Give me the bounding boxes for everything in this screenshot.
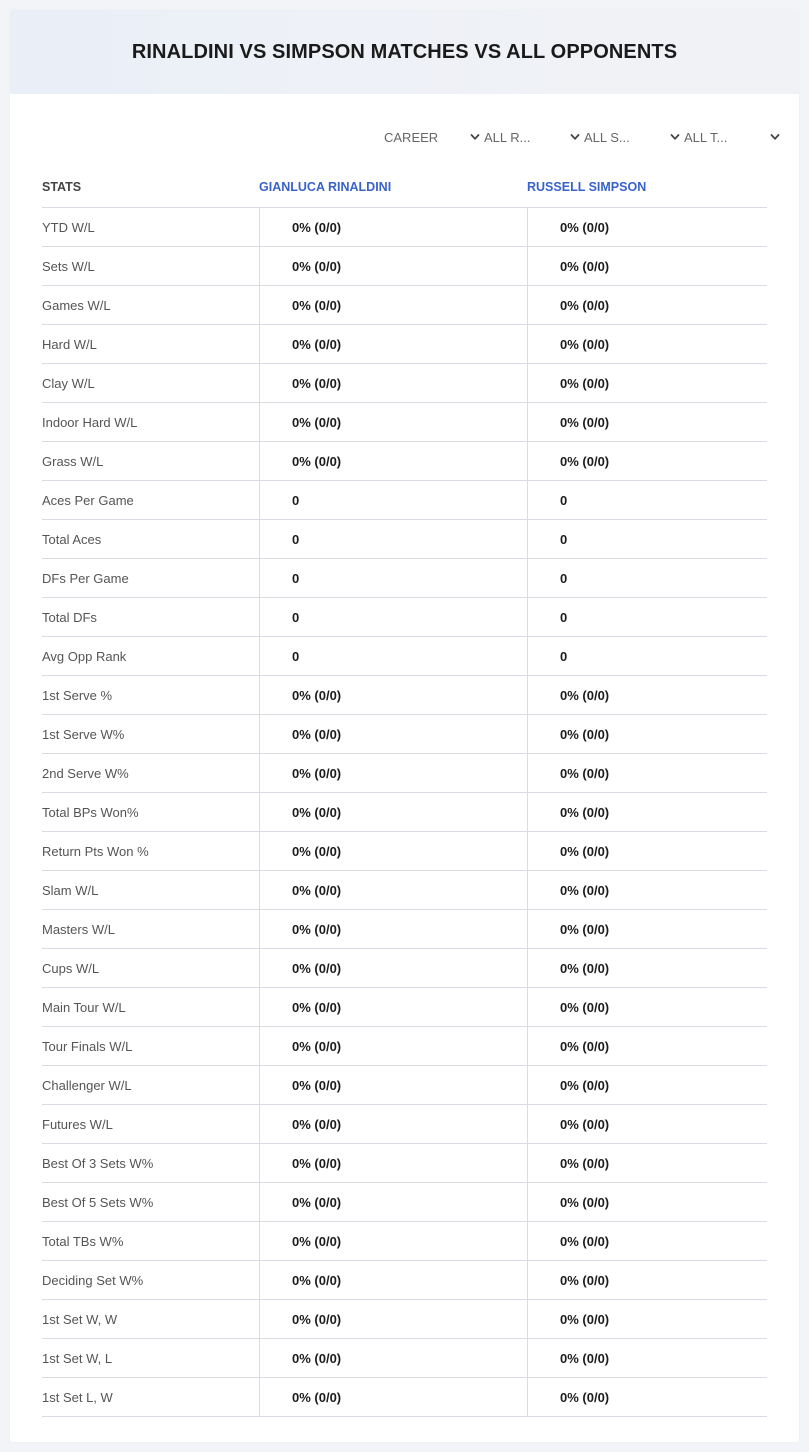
filter-period-select[interactable] [382,126,482,148]
player2-value: 0% (0/0) [527,1300,767,1338]
table-row [42,988,767,1027]
chevron-down-icon [770,132,780,142]
table-header [42,166,767,208]
player1-value: 0 [259,481,527,519]
table-row [42,1144,767,1183]
filter-tournament-select[interactable] [682,126,782,148]
player2-value: 0% (0/0) [527,1105,767,1143]
player1-value: 0% (0/0) [259,715,527,753]
stat-label: 1st Set W, L [42,1350,113,1366]
filter-label: ALL R... [484,129,531,145]
stat-label: Tour Finals W/L [42,1038,133,1054]
stat-label: Total DFs [42,609,97,625]
stats-card [10,10,799,1442]
table-row [42,637,767,676]
player2-value: 0% (0/0) [527,910,767,948]
player1-value: 0% (0/0) [259,949,527,987]
player2-value: 0% (0/0) [527,832,767,870]
player1-name-link[interactable]: GIANLUCA RINALDINI [259,179,392,194]
player2-name-link[interactable]: RUSSELL SIMPSON [527,179,647,194]
chevron-down-icon [470,132,480,142]
player2-value: 0% (0/0) [527,1339,767,1377]
player2-value: 0% (0/0) [527,403,767,441]
player1-value: 0% (0/0) [259,1066,527,1104]
table-row [42,871,767,910]
player2-value: 0% (0/0) [527,325,767,363]
stats-table [42,166,767,1417]
player1-value: 0% (0/0) [259,1261,527,1299]
player2-value: 0 [527,559,767,597]
stat-label: Best Of 5 Sets W% [42,1194,154,1210]
player2-value: 0% (0/0) [527,1066,767,1104]
player2-value: 0% (0/0) [527,364,767,402]
stat-label: Clay W/L [42,375,95,391]
player2-value: 0% (0/0) [527,1144,767,1182]
stat-label: Sets W/L [42,258,95,274]
stat-label: DFs Per Game [42,570,129,586]
chevron-down-icon [570,132,580,142]
player2-value: 0% (0/0) [527,1183,767,1221]
stat-label: Indoor Hard W/L [42,414,138,430]
stat-label: Masters W/L [42,921,115,937]
stat-label: Total Aces [42,531,102,547]
stat-label: Return Pts Won % [42,843,149,859]
table-row [42,247,767,286]
player1-value: 0% (0/0) [259,208,527,246]
player1-value: 0 [259,598,527,636]
player2-value: 0% (0/0) [527,208,767,246]
table-row [42,793,767,832]
page-title: RINALDINI VS SIMPSON MATCHES VS ALL OPPONENTS [131,40,678,63]
player1-value: 0% (0/0) [259,286,527,324]
player1-value: 0% (0/0) [259,1144,527,1182]
player2-value: 0% (0/0) [527,949,767,987]
table-row [42,1300,767,1339]
player1-value: 0% (0/0) [259,325,527,363]
table-row [42,1027,767,1066]
stat-label: Aces Per Game [42,492,134,508]
player2-value: 0% (0/0) [527,754,767,792]
stat-label: 1st Set W, W [42,1311,118,1327]
player1-value: 0% (0/0) [259,442,527,480]
player2-value: 0% (0/0) [527,1378,767,1416]
player1-value: 0% (0/0) [259,910,527,948]
player2-value: 0% (0/0) [527,676,767,714]
column-header-stats: STATS [42,179,82,194]
player2-value: 0% (0/0) [527,1222,767,1260]
table-row [42,1066,767,1105]
player2-value: 0% (0/0) [527,1027,767,1065]
table-row [42,1339,767,1378]
player1-value: 0 [259,520,527,558]
stat-label: 1st Set L, W [42,1389,113,1405]
table-row [42,1261,767,1300]
player1-value: 0% (0/0) [259,793,527,831]
stat-label: 1st Serve W% [42,726,125,742]
table-row [42,832,767,871]
table-row [42,1105,767,1144]
player1-value: 0% (0/0) [259,1339,527,1377]
stat-label: Challenger W/L [42,1077,132,1093]
table-row [42,1222,767,1261]
player1-value: 0% (0/0) [259,754,527,792]
stat-label: Slam W/L [42,882,99,898]
player2-value: 0 [527,520,767,558]
player2-value: 0% (0/0) [527,793,767,831]
player1-value: 0% (0/0) [259,403,527,441]
player2-value: 0 [527,637,767,675]
player1-value: 0% (0/0) [259,364,527,402]
filter-label: CAREER [384,129,439,145]
table-row [42,403,767,442]
table-row [42,286,767,325]
player2-value: 0% (0/0) [527,715,767,753]
table-body [42,208,767,1417]
table-row [42,676,767,715]
player2-value: 0% (0/0) [527,442,767,480]
table-row [42,364,767,403]
player1-value: 0% (0/0) [259,676,527,714]
player2-value: 0 [527,598,767,636]
stat-label: 1st Serve % [42,687,113,703]
stat-label: Hard W/L [42,336,97,352]
table-row [42,481,767,520]
filter-surface-select[interactable] [582,126,682,148]
chevron-down-icon [670,132,680,142]
filter-round-select[interactable] [482,126,582,148]
stat-label: Games W/L [42,297,111,313]
player1-value: 0% (0/0) [259,1027,527,1065]
player1-value: 0% (0/0) [259,832,527,870]
table-row [42,598,767,637]
player1-value: 0% (0/0) [259,988,527,1026]
player1-value: 0 [259,637,527,675]
table-row [42,1183,767,1222]
table-row [42,715,767,754]
stat-label: Grass W/L [42,453,104,469]
player2-value: 0% (0/0) [527,988,767,1026]
player1-value: 0 [259,559,527,597]
player1-value: 0% (0/0) [259,1378,527,1416]
stat-label: Total TBs W% [42,1233,124,1249]
player1-value: 0% (0/0) [259,1105,527,1143]
player1-value: 0% (0/0) [259,871,527,909]
table-row [42,1378,767,1417]
card-header [10,10,799,94]
stat-label: YTD W/L [42,219,95,235]
filter-label: ALL S... [584,129,630,145]
table-row [42,208,767,247]
player1-value: 0% (0/0) [259,247,527,285]
stat-label: Total BPs Won% [42,804,139,820]
stat-label: Futures W/L [42,1116,113,1132]
stat-label: 2nd Serve W% [42,765,129,781]
player2-value: 0% (0/0) [527,1261,767,1299]
table-row [42,559,767,598]
player2-value: 0% (0/0) [527,871,767,909]
stat-label: Deciding Set W% [42,1272,144,1288]
stat-label: Cups W/L [42,960,100,976]
table-row [42,520,767,559]
table-row [42,325,767,364]
stat-label: Best Of 3 Sets W% [42,1155,154,1171]
table-row [42,442,767,481]
player2-value: 0% (0/0) [527,286,767,324]
filter-bar [382,126,782,148]
table-row [42,754,767,793]
player1-value: 0% (0/0) [259,1183,527,1221]
filter-label: ALL T... [684,129,728,145]
stat-label: Avg Opp Rank [42,648,127,664]
player1-value: 0% (0/0) [259,1300,527,1338]
player2-value: 0% (0/0) [527,247,767,285]
player2-value: 0 [527,481,767,519]
table-row [42,910,767,949]
stat-label: Main Tour W/L [42,999,126,1015]
player1-value: 0% (0/0) [259,1222,527,1260]
table-row [42,949,767,988]
